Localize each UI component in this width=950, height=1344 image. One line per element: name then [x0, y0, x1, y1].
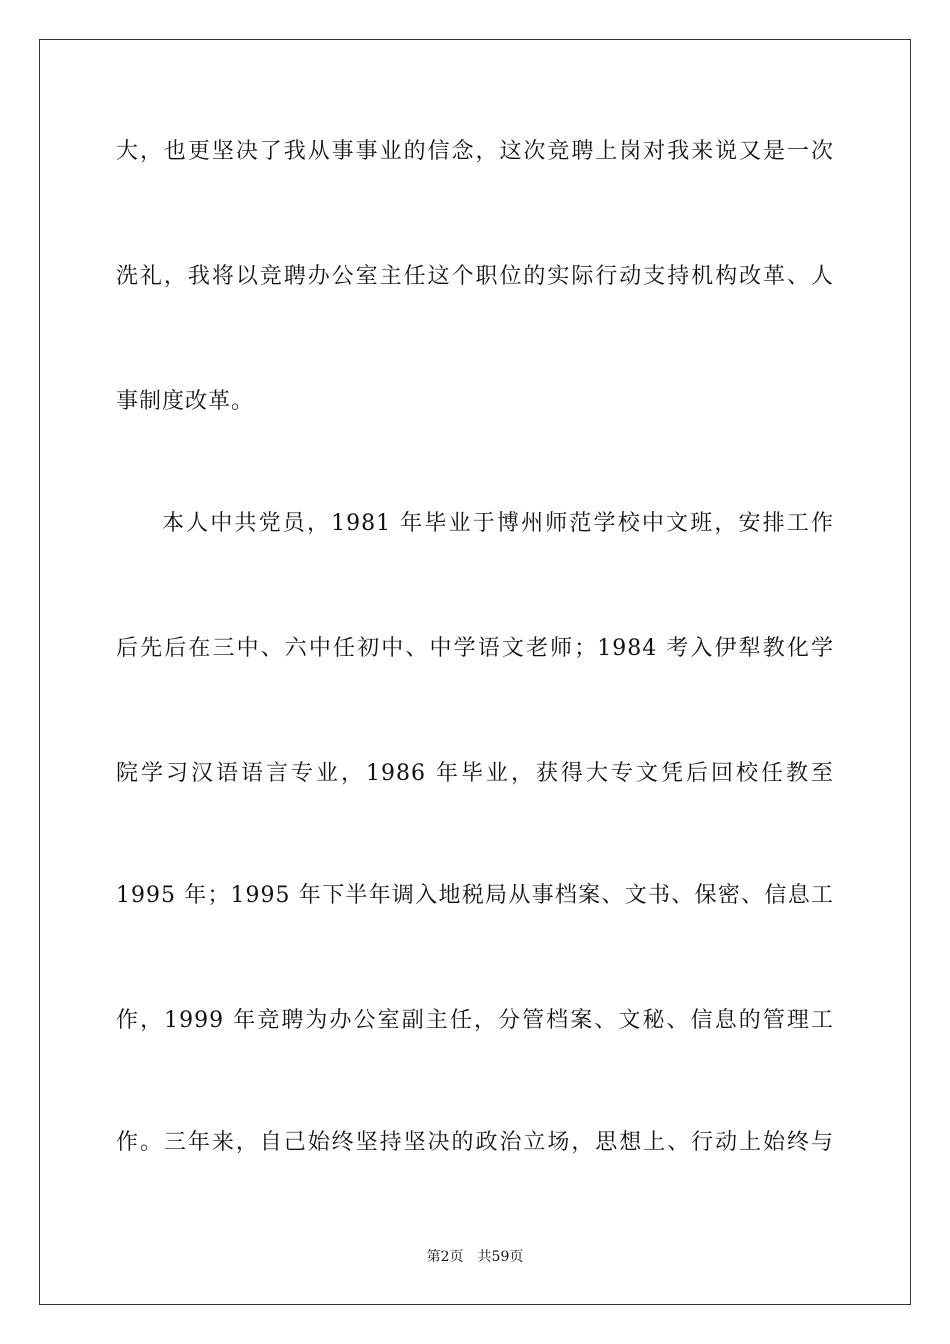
- page-footer: [0, 1247, 950, 1267]
- text-line: 作，1999 年竞聘为办公室副主任，分管档案、文秘、信息的管理工: [116, 1008, 834, 1033]
- page-total: 共59页: [477, 1249, 524, 1265]
- text-line: 作。三年来，自己始终坚持坚决的政治立场，思想上、行动上始终与: [116, 1130, 834, 1155]
- text-line: 洗礼，我将以竞聘办公室主任这个职位的实际行动支持机构改革、人: [116, 264, 834, 289]
- page-number: 第2页: [426, 1249, 464, 1265]
- text-line: 后先后在三中、六中任初中、中学语文老师；1984 考入伊犁教化学: [116, 636, 834, 661]
- text-line: 1995 年；1995 年下半年调入地税局从事档案、文书、保密、信息工: [116, 883, 834, 908]
- text-line: 院学习汉语语言专业，1986 年毕业，获得大专文凭后回校任教至: [116, 761, 834, 786]
- paragraph-first-line: 本人中共党员，1981 年毕业于博州师范学校中文班，安排工作: [162, 511, 834, 536]
- text-line: 事制度改革。: [116, 389, 255, 414]
- text-line: 大，也更坚决了我从事事业的信念，这次竞聘上岗对我来说又是一次: [116, 139, 834, 164]
- page-frame: [39, 39, 911, 1305]
